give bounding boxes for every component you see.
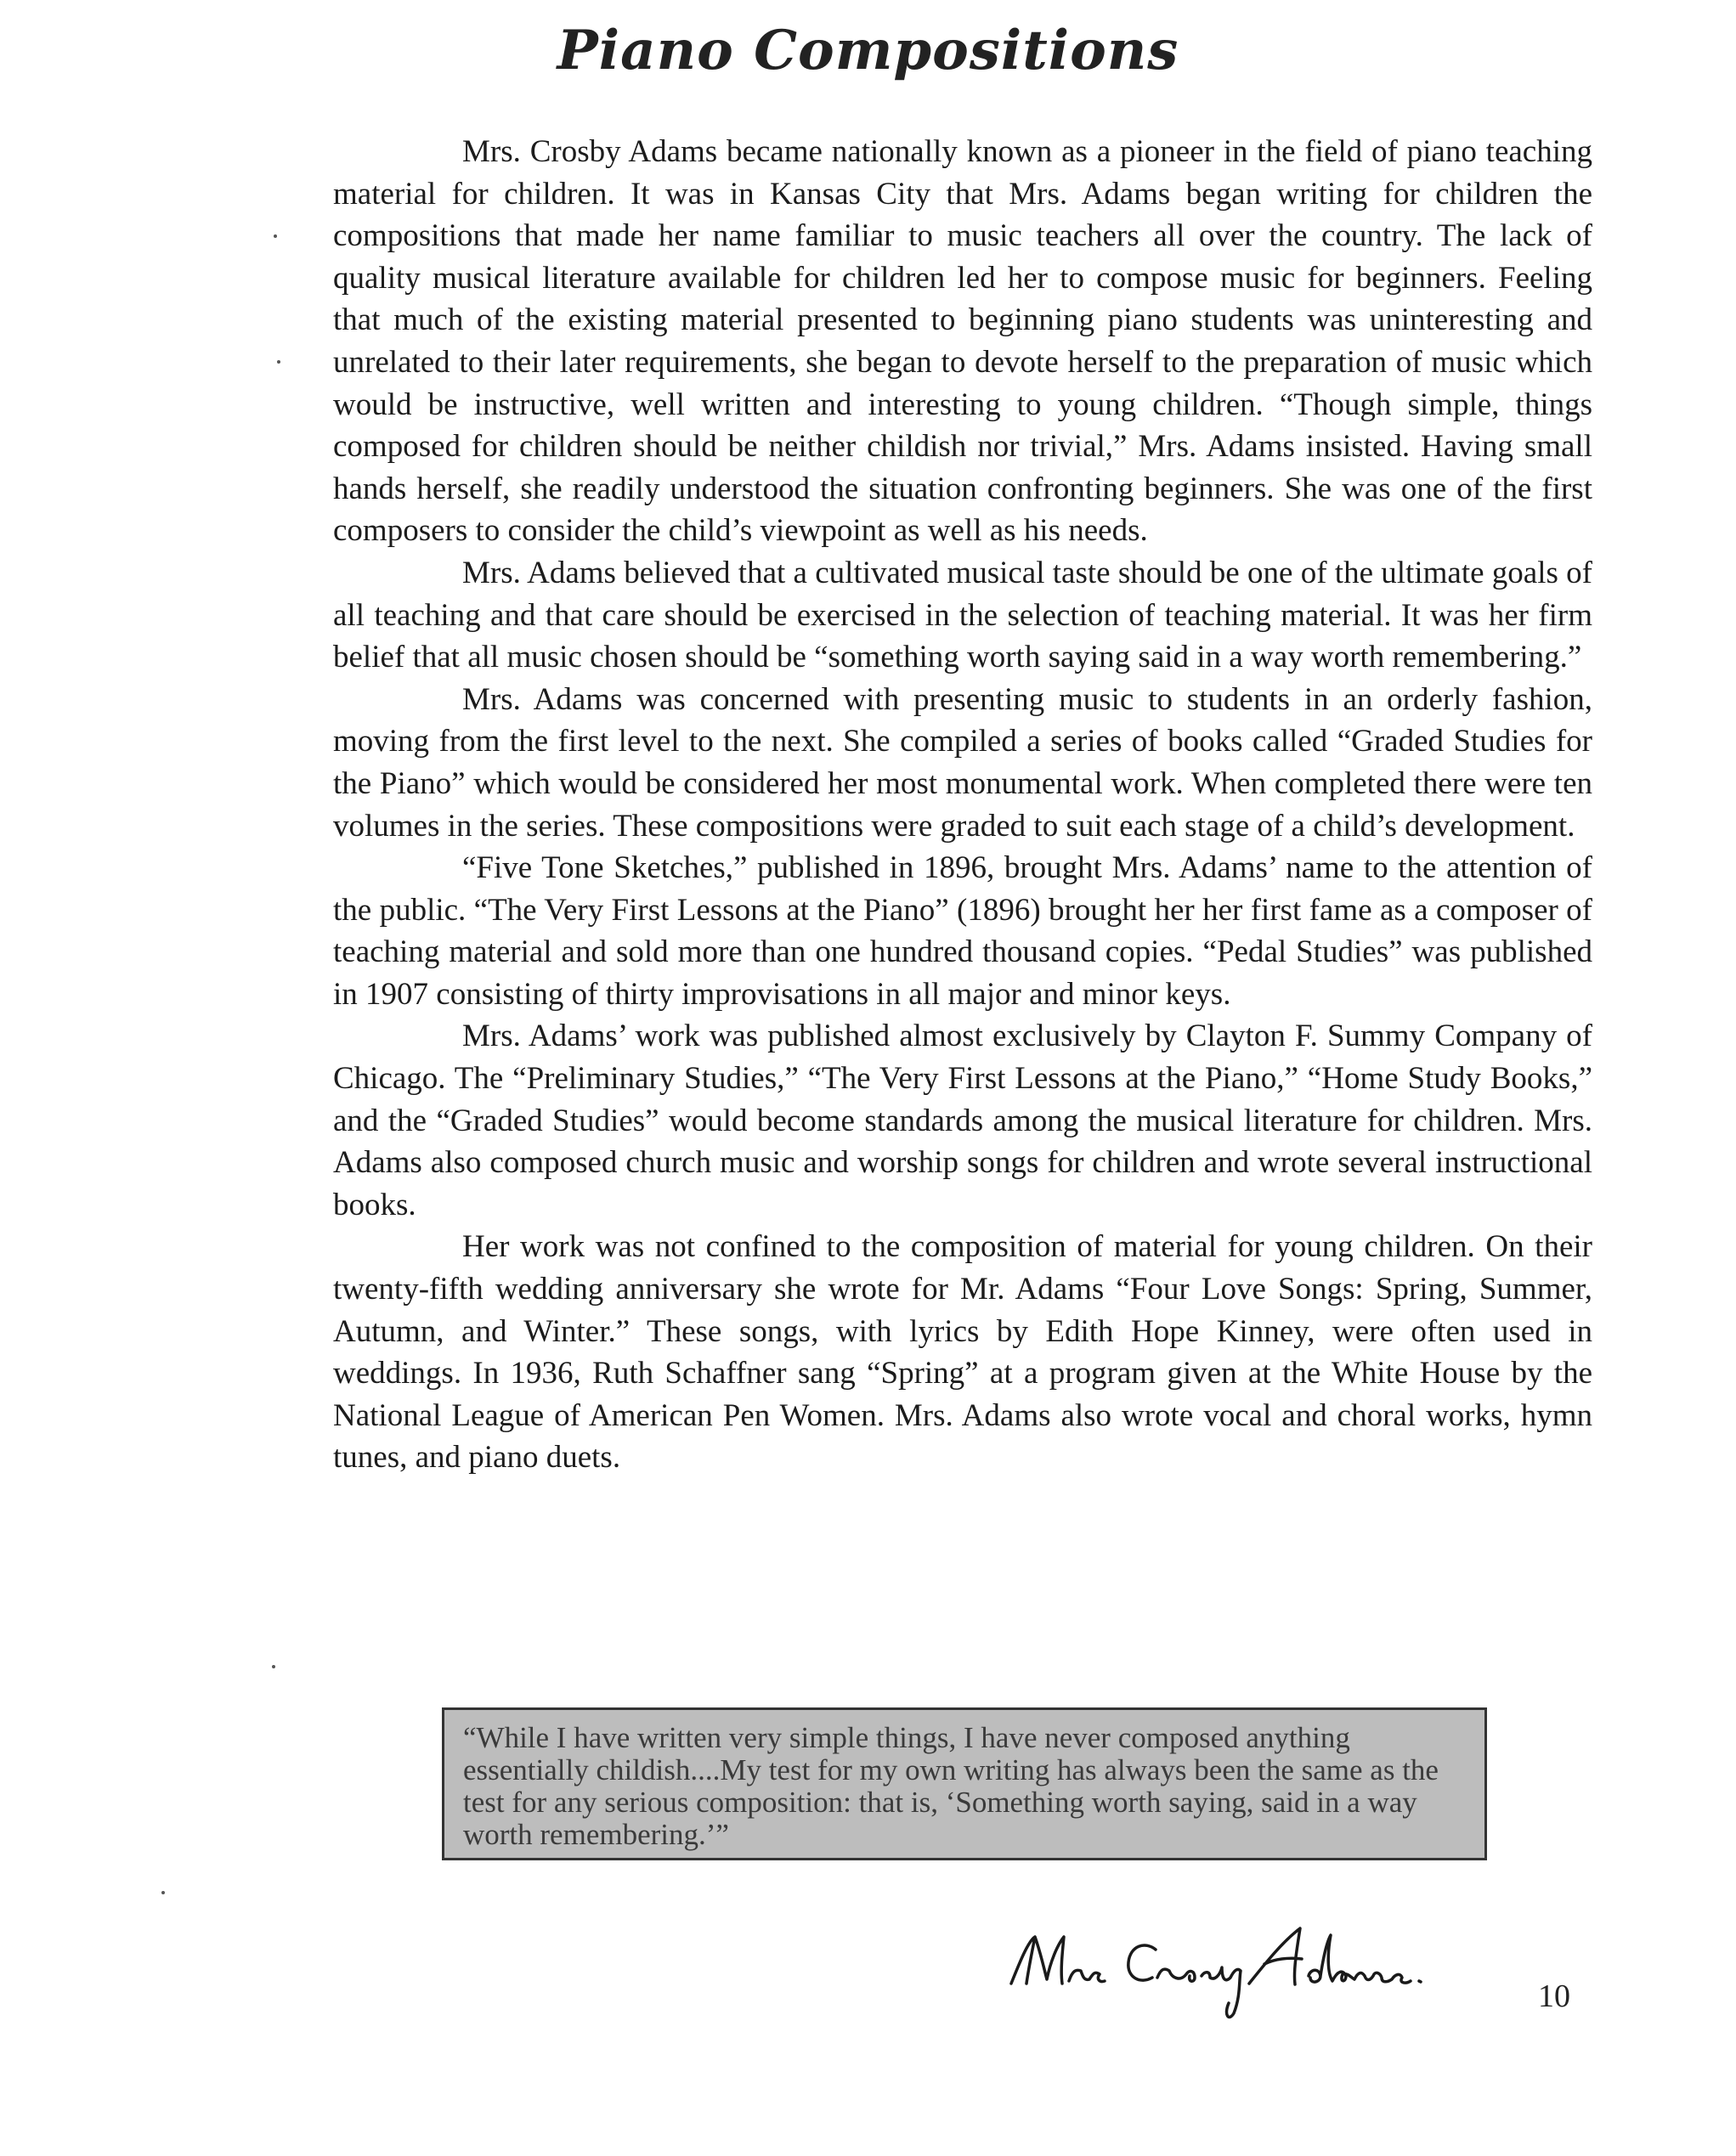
signature	[994, 1903, 1470, 2030]
scan-speck	[272, 1665, 275, 1668]
handwritten-signature-icon	[994, 1903, 1470, 2030]
paragraph: Mrs. Adams’ work was published almost exclusively by Clayton F. Summy Company of Chicago. The “Preliminary Studies,” “The Very First Lessons at the Piano,” “Home Study Books,” and the “Graded Studies” would become standards among the musical literature for children. Mrs. Adams also composed church music and worship songs for children and wrote several instructional books.	[333, 1019, 1592, 1222]
scan-speck	[161, 1891, 165, 1894]
page-number: 10	[1538, 1978, 1570, 2014]
scan-speck	[274, 234, 277, 238]
paragraph: “Five Tone Sketches,” published in 1896, brought Mrs. Adams’ name to the attention of the public. “The Very First Lessons at the Piano” (1896) brought her her first fame as a composer of teaching material and sold more than one hundred thousand copies. “Pedal Studies” was published in 1907 consisting of thirty improvisations in all major and minor keys.	[333, 850, 1592, 1012]
quote-text: “While I have written very simple things, I have never composed anything essentially childish....My test for my own writing has always been the same as the test for any serious composition: that is, ‘Something worth saying, said in a way worth remembering.’”	[463, 1721, 1439, 1851]
page-title: Piano Compositions	[557, 19, 1179, 82]
paragraph: Her work was not confined to the composition of material for young children. On their twenty-fifth wedding anniversary she wrote for Mr. Adams “Four Love Songs: Spring, Summer, Autumn, and Winter.” These songs, with lyrics by Edith Hope Kinney, were often used in weddings. In 1936, Ruth Schaffner sang “Spring” at a program given at the White House by the National League of American Pen Women. Mrs. Adams also wrote vocal and choral works, hymn tunes, and piano duets.	[333, 1229, 1592, 1476]
scan-speck	[277, 360, 280, 364]
paragraph: Mrs. Adams believed that a cultivated musical taste should be one of the ultimate goals of all teaching and that care should be exercised in the selection of teaching material. It was her firm belief that all music chosen should be “something worth saying said in a way worth remembering.”	[333, 555, 1592, 675]
paragraph: Mrs. Adams was concerned with presenting music to students in an orderly fashion, moving from the first level to the next. She compiled a series of books called “Graded Studies for the Piano” which would be considered her most monumental work. When completed there were ten volumes in the series. These compositions were graded to suit each stage of a child’s development.	[333, 681, 1592, 844]
paragraph: Mrs. Crosby Adams became nationally known as a pioneer in the field of piano teaching material for children. It was in Kansas City that Mrs. Adams began writing for children the compositions that made her name familiar to music teachers all over the country. The lack of quality musical literature available for children led her to compose music for beginners. Feeling that much of the existing material presented to beginning piano students was uninteresting and unrelated to their later requirements, she began to devote herself to the preparation of music which would be instructive, well written and interesting to young children. “Though simple, things composed for children should be neither childish nor trivial,” Mrs. Adams insisted. Having small hands herself, she readily understood the situation confronting beginners. She was one of the first composers to consider the child’s viewpoint as well as his needs.	[333, 134, 1592, 549]
article-body	[333, 131, 1592, 1479]
quote-box	[442, 1707, 1487, 1860]
